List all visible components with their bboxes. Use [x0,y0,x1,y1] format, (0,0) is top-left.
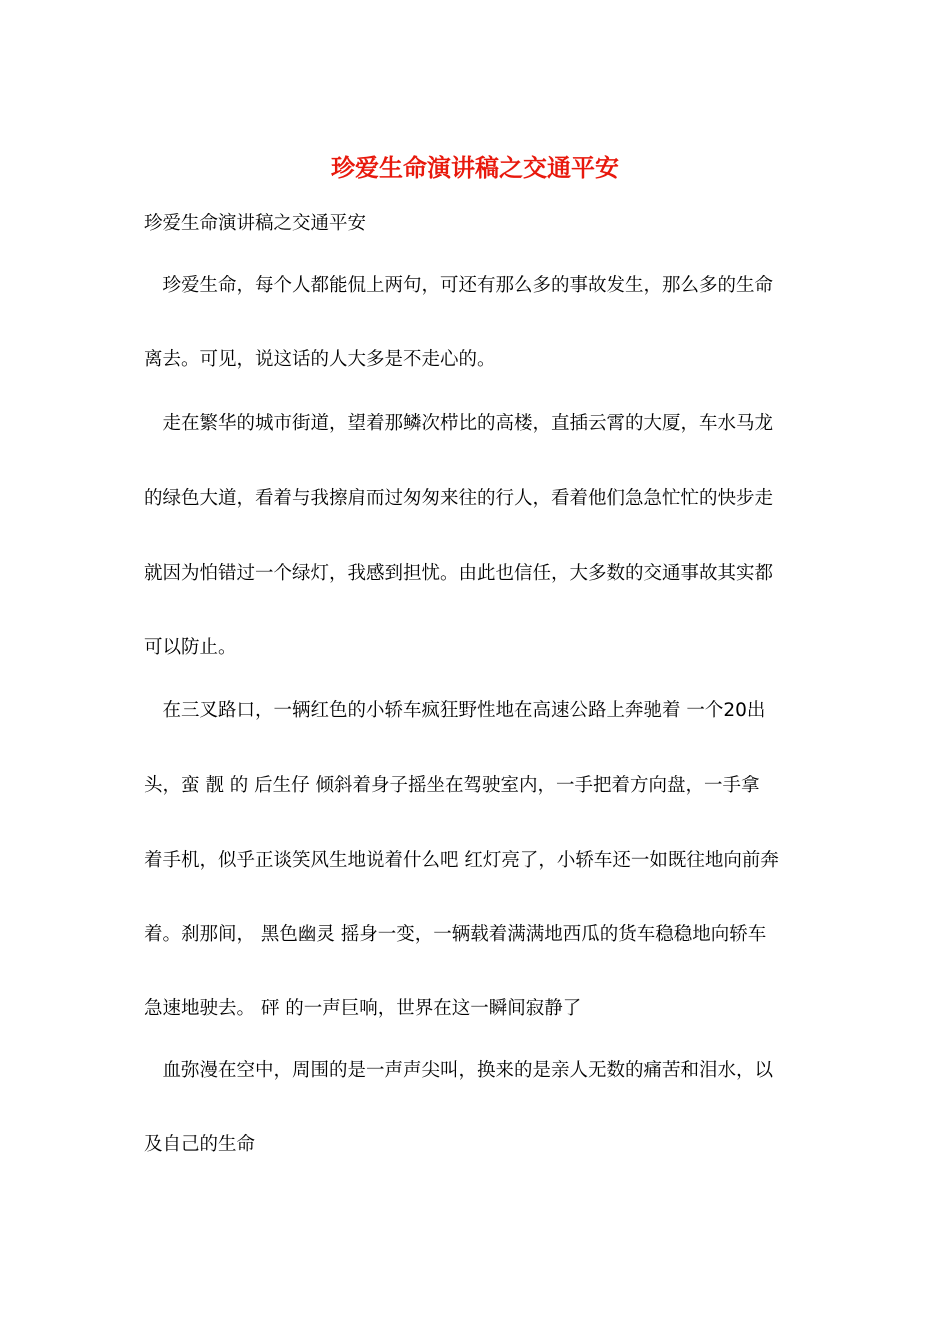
text-line: 血弥漫在空中，周围的是一声声尖叫，换来的是亲人无数的痛苦和泪水，以 [144,1060,774,1081]
text-line: 头，蛮 靓 的 后生仔 倾斜着身子摇坐在驾驶室内，一手把着方向盘，一手拿 [144,775,760,796]
text-line: 可以防止。 [144,637,237,658]
document-title: 珍爱生命演讲稿之交通平安 [331,153,619,182]
text-line: 走在繁华的城市街道，望着那鳞次栉比的高楼，直插云霄的大厦，车水马龙 [144,413,774,434]
text-line: 急速地驶去。 砰 的一声巨响，世界在这一瞬间寂静了 [144,998,582,1019]
text-line: 着。刹那间， 黑色幽灵 摇身一变，一辆载着满满地西瓜的货车稳稳地向轿车 [144,924,767,945]
text-line: 珍爱生命，每个人都能侃上两句，可还有那么多的事故发生，那么多的生命 [144,275,774,296]
text-line: 在三叉路口，一辆红色的小轿车疯狂野性地在高速公路上奔驰着 一个20出 [144,700,766,721]
text-line: 着手机，似乎正谈笑风生地说着什么吧 红灯亮了，小轿车还一如既往地向前奔 [144,850,779,871]
text-line: 及自己的生命 [144,1134,256,1155]
subtitle-line: 珍爱生命演讲稿之交通平安 [144,213,367,234]
text-line: 的绿色大道，看着与我擦肩而过匆匆来往的行人，看着他们急急忙忙的快步走 [144,488,774,509]
text-line: 就因为怕错过一个绿灯，我感到担忧。由此也信任，大多数的交通事故其实都 [144,563,774,584]
text-line: 离去。可见，说这话的人大多是不走心的。 [144,349,496,370]
